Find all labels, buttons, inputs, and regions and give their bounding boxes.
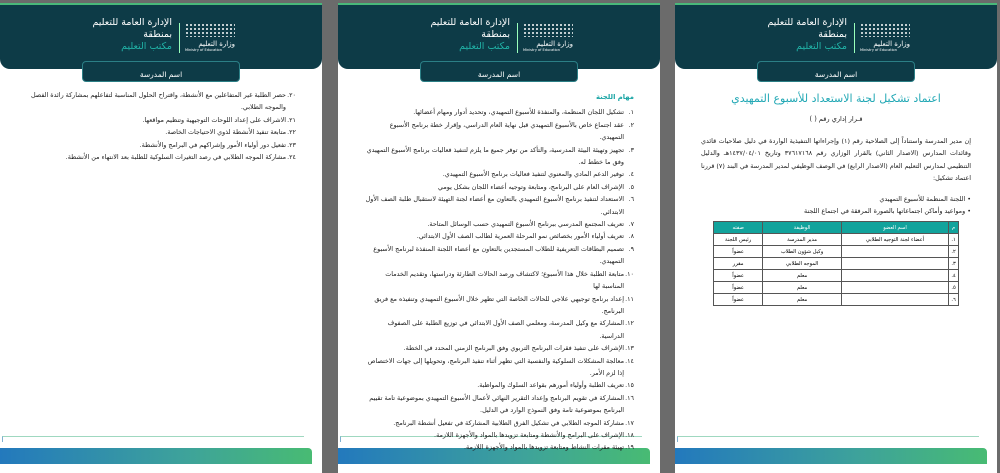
table-cell: عضواً bbox=[714, 294, 763, 306]
item-text: تصميم البطاقات التعريفية للطلاب المستجدين بالتعاون مع أعضاء اللجنة المنفذة لبرنامج الأسبوع التمهيدي. bbox=[373, 244, 624, 266]
item-text: معالجة المشكلات السلوكية والنفسية التي تظهر أثناء تنفيذ البرنامج، وتحويلها إلى جهات الاختصاص إذا لزم الأمر. bbox=[367, 356, 624, 377]
list-item bbox=[364, 379, 634, 391]
table-cell: معلم bbox=[763, 282, 842, 294]
logo-dots-icon bbox=[523, 23, 573, 37]
header-line-1: الإدارة العامة للتعليم bbox=[430, 17, 510, 28]
item-text: الاستعداد لتنفيذ برنامج الأسبوع التمهيدي بالتعاون مع أعضاء لجنة التهيئة لاستقبال طلبة الصف الأول الابتدائي. bbox=[365, 195, 624, 216]
table-header-row bbox=[714, 222, 959, 234]
table-cell bbox=[841, 258, 948, 270]
item-number: ٢١. bbox=[287, 115, 296, 124]
bullet-item bbox=[701, 193, 971, 205]
task-list bbox=[364, 106, 634, 453]
list-item bbox=[364, 181, 634, 193]
logo-english: Ministry of Education bbox=[860, 48, 897, 52]
logo-arabic: وزارة التعليم bbox=[873, 40, 910, 48]
column-header: الوظيفة bbox=[763, 222, 842, 234]
item-number: ١٤. bbox=[625, 356, 634, 365]
logo-arabic: وزارة التعليم bbox=[536, 40, 573, 48]
table-cell: مقرر bbox=[714, 258, 763, 270]
bullet-list bbox=[701, 193, 971, 218]
table-cell: ٢. bbox=[949, 246, 959, 258]
list-item bbox=[26, 139, 296, 151]
item-number: ١٦. bbox=[625, 393, 634, 402]
item-text: الإشراف على البرامج والأنشطة ومتابعة تزويدها بالمواد والأجهزة اللازمة. bbox=[434, 430, 624, 439]
item-text: تعريف الطلبة وأولياء أمورهم بقواعد السلوك والمواظبة. bbox=[477, 381, 624, 390]
task-list bbox=[26, 89, 296, 163]
list-item bbox=[364, 417, 634, 429]
bullet-icon: • bbox=[965, 207, 971, 216]
list-item bbox=[26, 89, 296, 114]
item-text: تجهيز وتهيئة البيئة المدرسية، والتأكد من توفر جميع ما يلزم لتنفيذ فعاليات برنامج الأسبوع التمهيدي وفق ما خطط له. bbox=[366, 145, 624, 167]
item-text: الإشراف على تنفيذ فقرات البرنامج التربوي وفق البرنامج الزمني المحدد في الخطة. bbox=[403, 344, 624, 353]
table-cell: ٥. bbox=[949, 282, 959, 294]
header-line-2: بمنطقة bbox=[818, 29, 847, 40]
item-text: المشاركة في تقويم البرنامج وإعداد التقرير النهائي لأعمال الأسبوع التمهيدي بموضوعية تامة تقييم البرنامج بموضوعية تامة وفق النموذج الوارد في الدليل. bbox=[369, 393, 624, 415]
column-header: م bbox=[949, 222, 959, 234]
logo-english: Ministry of Education bbox=[185, 48, 222, 52]
list-item bbox=[364, 243, 634, 268]
school-name-tab: اسم المدرسة bbox=[82, 61, 240, 82]
item-text: عقد اجتماع خاص بالأسبوع التمهيدي قبل نهاية العام الدراسي، وإقرار خطة برنامج الأسبوع التمهيدي. bbox=[389, 120, 624, 142]
item-text: الاشراف على إعداد اللوحات التوجيهية وتنظيم مواقعها. bbox=[142, 115, 286, 124]
item-number: ٦. bbox=[628, 195, 634, 204]
logo-arabic: وزارة التعليم bbox=[198, 40, 235, 48]
list-item bbox=[26, 126, 296, 138]
bullet-text: اللجنة المنظمة للأسبوع التمهيدي bbox=[879, 194, 966, 203]
item-number: ١٨. bbox=[625, 430, 634, 439]
item-number: ١٥. bbox=[625, 381, 634, 390]
item-number: ٢٢. bbox=[287, 128, 296, 137]
header-line-3: مكتب التعليم bbox=[796, 41, 847, 52]
column-header: صفته bbox=[714, 222, 763, 234]
decision-number: قـرار إداري رقم ( ) bbox=[809, 115, 863, 124]
table-cell: معلم bbox=[763, 270, 842, 282]
header-line-3: مكتب التعليم bbox=[121, 41, 172, 52]
item-text: تعريف المجتمع المدرسي ببرنامج الأسبوع التمهيدي حسب الوسائل المتاحة. bbox=[427, 220, 624, 229]
logo-dots-icon bbox=[185, 23, 235, 37]
footer-line bbox=[677, 436, 979, 442]
table-row bbox=[714, 270, 959, 282]
item-number: ١٧. bbox=[625, 418, 634, 427]
table-cell: ١. bbox=[949, 234, 959, 246]
item-number: ٨. bbox=[628, 232, 634, 241]
list-item bbox=[364, 193, 634, 218]
document-page-3 bbox=[675, 3, 997, 473]
item-text: متابعة الطلبة خلال هذا الأسبوع؛ لاكتشاف ورصد الحالات الطارئة ودراستها، وتقديم الخدمات المناسبة لها bbox=[385, 269, 624, 291]
bullet-item bbox=[701, 205, 971, 217]
list-item bbox=[364, 317, 634, 342]
footer-line bbox=[2, 436, 304, 442]
list-item bbox=[364, 441, 634, 453]
item-text: تعريف أولياء الأمور بخصائص نمو المرحلة العمرية لطالب الصف الأول الابتدائي. bbox=[416, 232, 624, 241]
item-number: ٢٣. bbox=[287, 140, 296, 149]
table-cell bbox=[841, 270, 948, 282]
bullet-icon: • bbox=[965, 194, 971, 203]
item-text: الإشراف العام على البرنامج، ومتابعة وتوجيه أعضاء اللجان بشكل يومي bbox=[438, 182, 624, 191]
header-text bbox=[92, 17, 172, 53]
ministry-logo bbox=[860, 23, 910, 55]
header-text bbox=[430, 17, 510, 53]
list-item bbox=[364, 106, 634, 118]
table-row bbox=[714, 246, 959, 258]
item-number: ١. bbox=[628, 108, 634, 117]
ministry-logo bbox=[523, 23, 573, 55]
table-cell bbox=[841, 294, 948, 306]
table-row bbox=[714, 258, 959, 270]
list-item bbox=[364, 392, 634, 417]
item-number: ٤. bbox=[628, 170, 634, 179]
item-text: حصر الطلبة غير المتفاعلين مع الأنشطة، واقتراح الحلول المناسبة لتفاعلهم بمشاركة رائدة الفصل والموجه الطلابي. bbox=[30, 91, 286, 112]
table-cell: عضواً bbox=[714, 270, 763, 282]
table-cell: أعضاء لجنة التوجيه الطلابي bbox=[841, 234, 948, 246]
item-text: متابعة تنفيذ الأنشطة لذوي الاحتياجات الخاصة. bbox=[165, 128, 286, 137]
table-cell: عضواً bbox=[714, 246, 763, 258]
header-line-2: بمنطقة bbox=[143, 29, 172, 40]
table-cell: رئيس اللجنة bbox=[714, 234, 763, 246]
page-content bbox=[364, 91, 634, 454]
list-item bbox=[364, 293, 634, 318]
table-row bbox=[714, 282, 959, 294]
table-cell bbox=[841, 246, 948, 258]
header-line-2: بمنطقة bbox=[481, 29, 510, 40]
header-line-1: الإدارة العامة للتعليم bbox=[767, 17, 847, 28]
item-number: ٥. bbox=[628, 182, 634, 191]
page-content bbox=[701, 89, 971, 218]
item-text: مشاركة الموجه الطلابي في رصد التغيرات السلوكية للطلبة بعد الانتهاء من الأنشطة. bbox=[65, 153, 286, 162]
ministry-logo bbox=[185, 23, 235, 55]
item-text: توفير الدعم المادي والمعنوي لتنفيذ فعاليات برنامج الأسبوع التمهيدي. bbox=[442, 170, 624, 179]
list-item bbox=[364, 429, 634, 441]
list-item bbox=[364, 268, 634, 293]
item-number: ١٣. bbox=[625, 344, 634, 353]
item-text: مشاركة الموجه الطلابي في تشكيل الفرق الطلابية المشاركة في تفعيل أنشطة البرنامج. bbox=[393, 418, 624, 427]
header-text bbox=[767, 17, 847, 53]
header-line-1: الإدارة العامة للتعليم bbox=[92, 17, 172, 28]
column-header: اسم العضو bbox=[841, 222, 948, 234]
list-item bbox=[364, 230, 634, 242]
list-item bbox=[364, 218, 634, 230]
list-item bbox=[26, 151, 296, 163]
table-row bbox=[714, 294, 959, 306]
list-item bbox=[364, 119, 634, 144]
list-item bbox=[364, 342, 634, 354]
page-header bbox=[0, 3, 322, 69]
committee-table bbox=[713, 221, 959, 306]
logo-dots-icon bbox=[860, 23, 910, 37]
table-cell: ٤. bbox=[949, 270, 959, 282]
item-number: ٧. bbox=[628, 220, 634, 229]
item-text: تفعيل دور أولياء الأمور وإشراكهم في البرامج والأنشطة. bbox=[139, 140, 286, 149]
header-line-3: مكتب التعليم bbox=[459, 41, 510, 52]
item-number: ١١. bbox=[625, 294, 634, 303]
decision-paragraph: إن مدير المدرسة واستناداً إلى الصلاحية رقم (١) وإجراءاتها التنفيذية الواردة في دليل صلاحيات قائدي وقائدات المدارس (الاصدار الثاني) بالقرار الوزاري رقم ٣٧٦١٧١٦٨ وتاريخ ١٤٣٧/٠٤/٠١هـ والدليل التنظيمي لمدارس التعليم العام (الاصدار الرابع) في الوصف الوظيفي لمدير المدرسة في البند (٧) قررنا اعتماد تشكيل: bbox=[701, 136, 971, 183]
document-page-2 bbox=[338, 3, 660, 473]
item-number: ٩. bbox=[628, 244, 634, 253]
list-item bbox=[364, 355, 634, 380]
page-content bbox=[26, 89, 296, 163]
table-cell: مدير المدرسة bbox=[763, 234, 842, 246]
table-cell: الموجه الطلابي bbox=[763, 258, 842, 270]
page-header bbox=[675, 3, 997, 69]
item-text: المشاركة مع وكيل المدرسة، ومعلمي الصف الأول الابتدائي في توزيع الطلبة على الصفوف الدراسية. bbox=[387, 319, 624, 340]
table-cell: عضواً bbox=[714, 282, 763, 294]
item-number: ١٢. bbox=[625, 319, 634, 328]
section-title: مهام اللجنة bbox=[595, 93, 634, 101]
item-number: ١٠. bbox=[625, 269, 634, 278]
item-number: ٢. bbox=[628, 120, 634, 129]
list-item bbox=[364, 168, 634, 180]
page-header bbox=[338, 3, 660, 69]
document-title: اعتماد تشكيل لجنة الاستعداد للأسبوع التمهيدي bbox=[731, 92, 941, 105]
table-row bbox=[714, 234, 959, 246]
item-text: إعداد برنامج توجيهي علاجي للحالات الخاصة التي تظهر خلال الأسبوع التمهيدي وتنفيذه مع فريق البرنامج. bbox=[374, 294, 624, 315]
table-cell: ٦. bbox=[949, 294, 959, 306]
item-text: تشكيل اللجان المنظمة، والمنفذة للأسبوع التمهيدي، وتحديد أدوار ومهام أعضائها. bbox=[413, 108, 624, 117]
item-number: ٢٤. bbox=[287, 153, 296, 162]
table-cell bbox=[841, 282, 948, 294]
table-cell: وكيل شؤون الطلاب bbox=[763, 246, 842, 258]
bullet-text: ومواعيد وأماكن اجتماعاتها بالصورة المرفقة في اجتماع اللجنة bbox=[804, 207, 966, 216]
list-item bbox=[26, 114, 296, 126]
item-number: ٢٠. bbox=[287, 91, 296, 99]
table-cell: ٣. bbox=[949, 258, 959, 270]
item-text: تهيئة مقرات النشاط ومتابعة تزويدها بالمواد والأجهزة اللازمة. bbox=[464, 443, 624, 452]
school-name-tab: اسم المدرسة bbox=[420, 61, 578, 82]
item-number: ٣. bbox=[628, 145, 634, 154]
item-number: ١٩. bbox=[625, 443, 634, 452]
school-name-tab: اسم المدرسة bbox=[757, 61, 915, 82]
table-cell: معلم bbox=[763, 294, 842, 306]
logo-english: Ministry of Education bbox=[523, 48, 560, 52]
list-item bbox=[364, 144, 634, 169]
document-page-1 bbox=[0, 3, 322, 473]
